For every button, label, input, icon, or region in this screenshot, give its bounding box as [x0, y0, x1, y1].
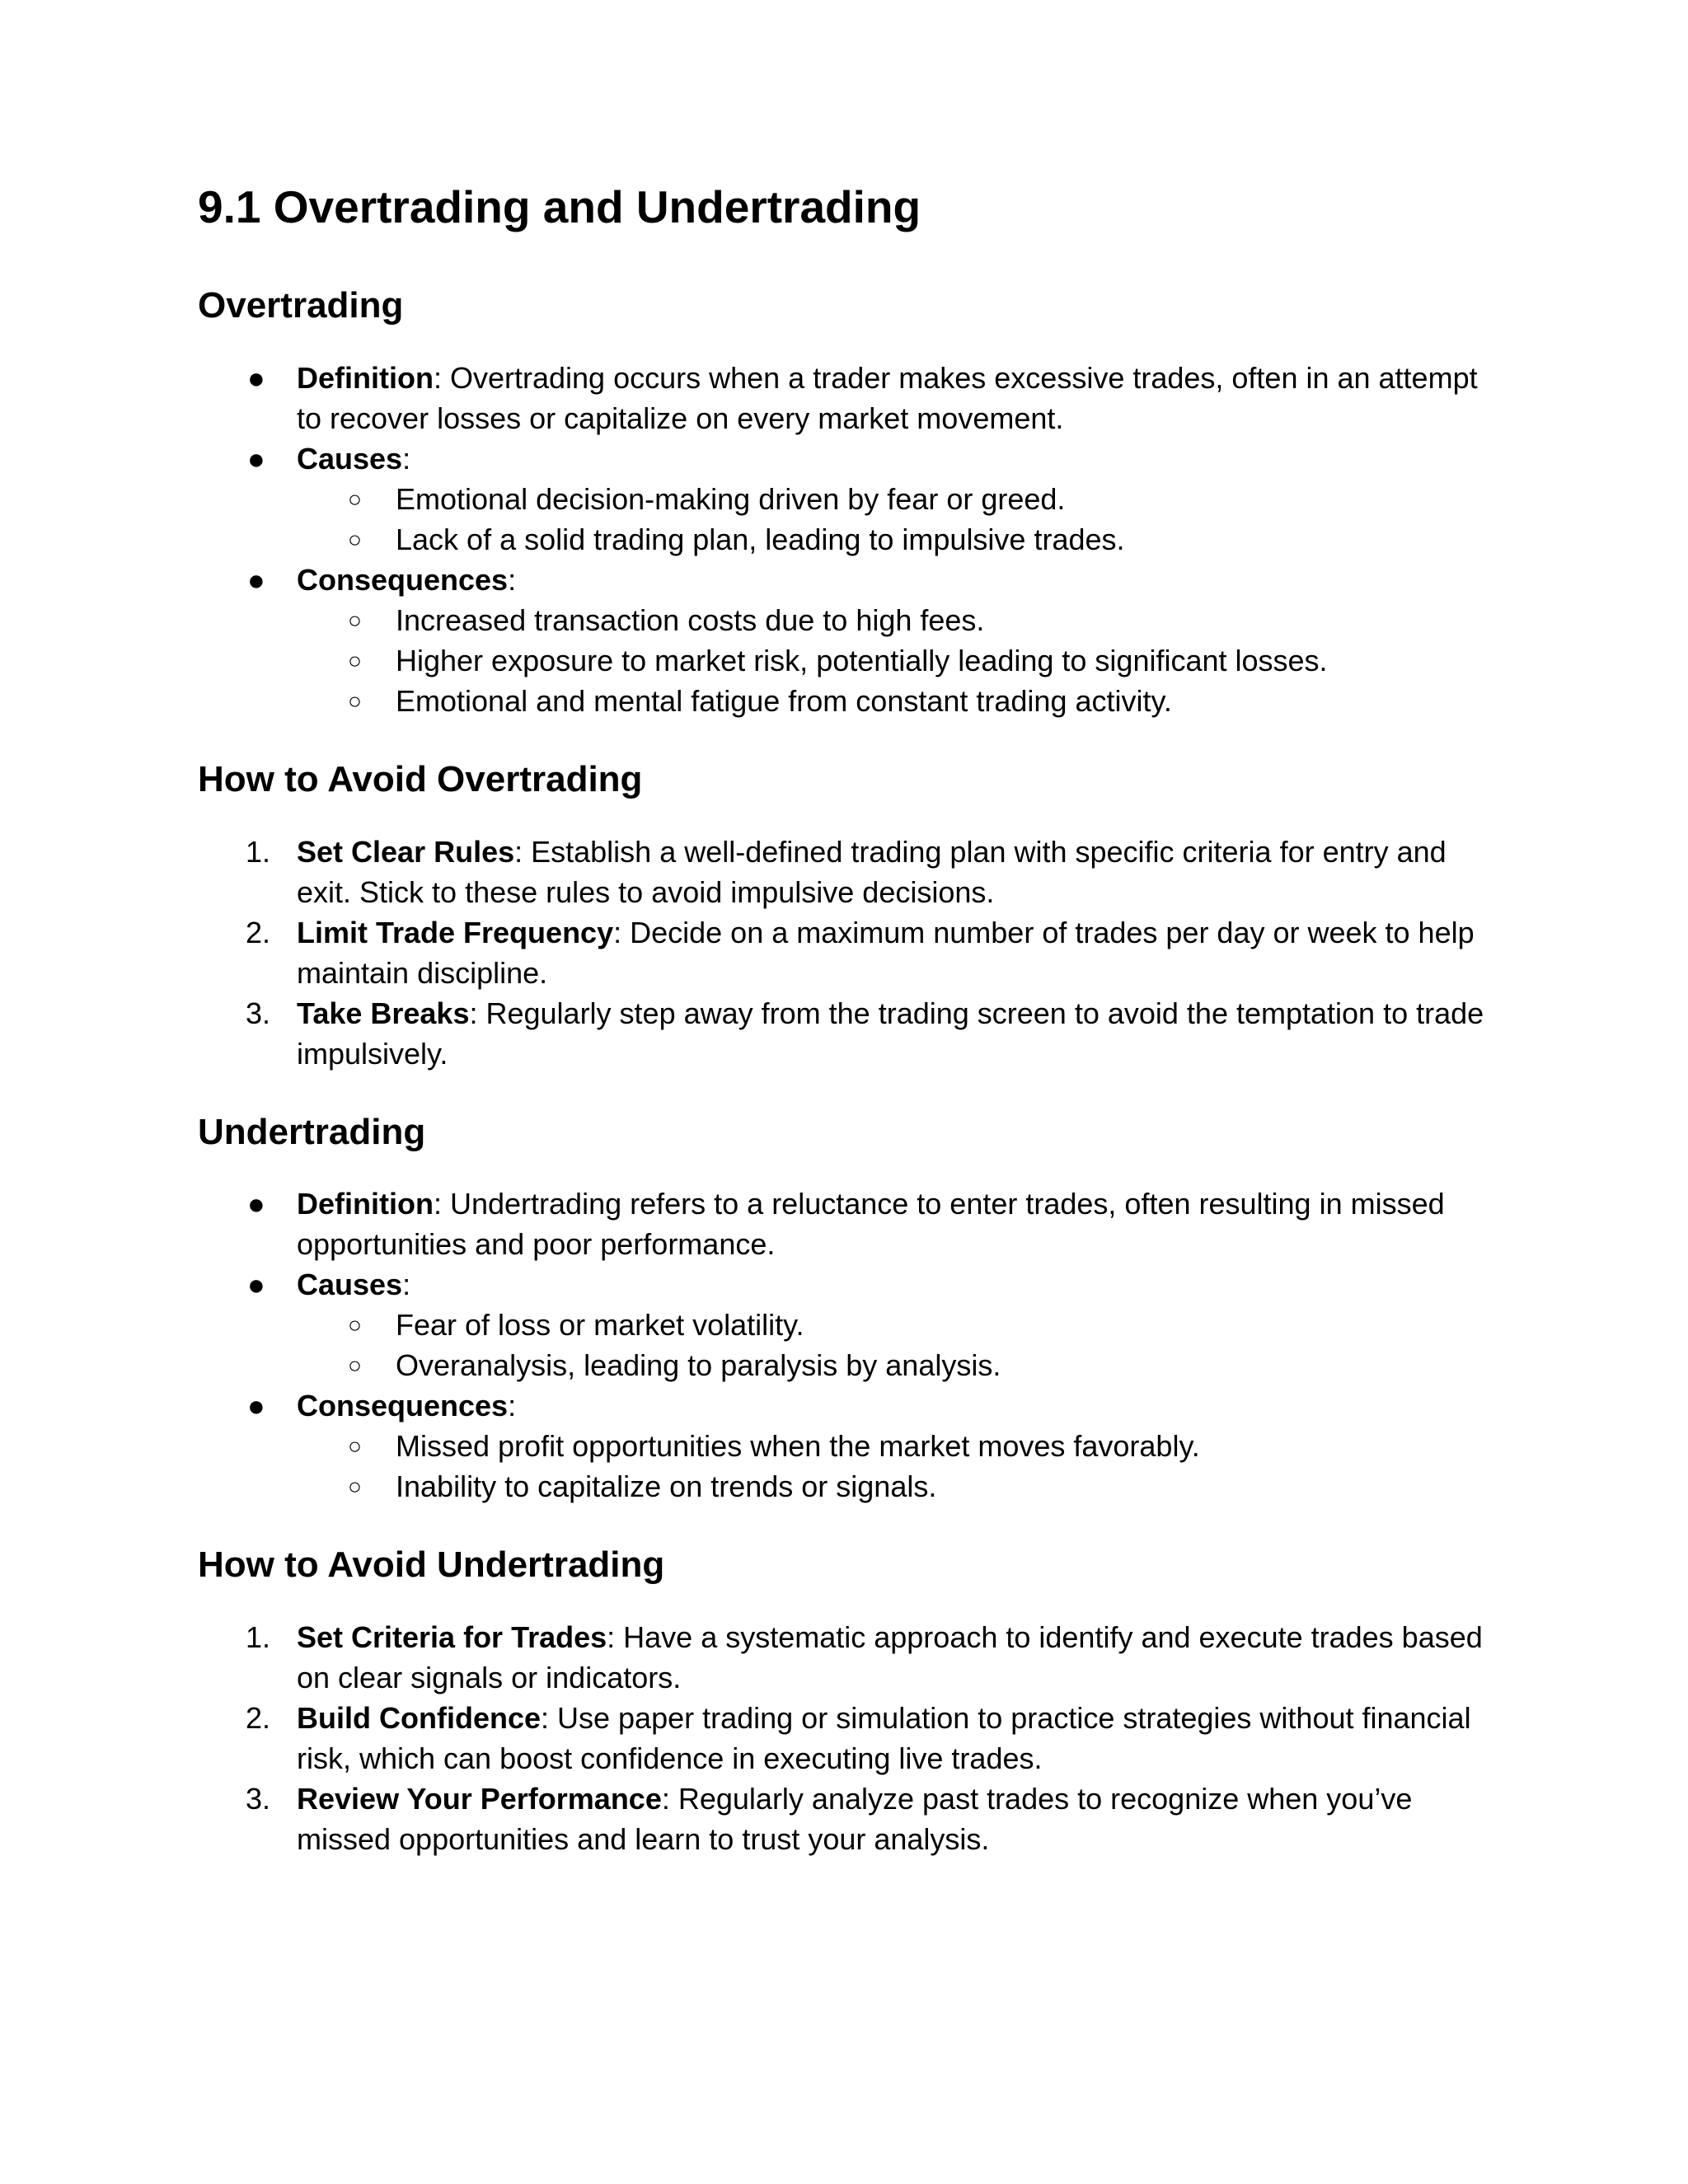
numbered-item	[198, 1617, 1492, 1698]
subitem-text: Inability to capitalize on trends or signals.	[396, 1469, 937, 1504]
list-subitem	[198, 1426, 1492, 1466]
term-text: : Use paper trading or simulation to practice strategies without financial risk, which can boost confidence in executing live trades.	[297, 1701, 1471, 1776]
term-text: : Have a systematic approach to identify and execute trades based on clear signals or indicators.	[297, 1620, 1483, 1695]
subitem-text: Fear of loss or market volatility.	[396, 1308, 804, 1343]
term-label: Consequences	[297, 562, 509, 597]
list-subitem	[198, 681, 1492, 721]
numbered-item	[198, 1779, 1492, 1859]
subitem-text: Missed profit opportunities when the market moves favorably.	[396, 1429, 1200, 1464]
numbered-item	[198, 832, 1492, 912]
term-label: Causes	[297, 441, 403, 476]
list-item-consequences	[198, 560, 1492, 600]
item-number: 3.	[246, 1782, 271, 1816]
term-text: : Establish a well-defined trading plan with specific criteria for entry and exit. Stick to these rules to avoid impulsive decisions.	[297, 834, 1447, 909]
subitem-text: Emotional and mental fatigue from constant trading activity.	[396, 683, 1172, 718]
list-subitem	[198, 600, 1492, 640]
subitem-text: Overanalysis, leading to paralysis by analysis.	[396, 1348, 1001, 1383]
numbered-item	[198, 1698, 1492, 1779]
bullet-icon: ●	[247, 1389, 265, 1423]
section-heading-avoid-overtrading: How to Avoid Overtrading	[198, 758, 643, 799]
document-page	[198, 180, 1492, 1896]
list-item-definition	[198, 358, 1492, 438]
term-colon: :	[402, 1268, 411, 1302]
subitem-text: Increased transaction costs due to high fees.	[396, 602, 985, 637]
list-subitem	[198, 479, 1492, 519]
term-text: : Decide on a maximum number of trades per day or week to help maintain discipline.	[297, 915, 1475, 990]
section-heading-undertrading: Undertrading	[198, 1111, 426, 1152]
circle-bullet-icon: ○	[348, 687, 362, 714]
term-colon: :	[508, 562, 517, 597]
item-number: 3.	[246, 996, 271, 1030]
list-item-definition	[198, 1183, 1492, 1264]
term-text: : Regularly analyze past trades to recognize when you’ve missed opportunities and learn to trust your analysis.	[297, 1782, 1413, 1857]
circle-bullet-icon: ○	[348, 1474, 362, 1500]
circle-bullet-icon: ○	[348, 1312, 362, 1338]
avoid-overtrading-list	[198, 832, 1492, 1074]
list-item-causes	[198, 1264, 1492, 1305]
term-text: : Undertrading refers to a reluctance to enter trades, often resulting in missed opportunities and poor performance.	[297, 1187, 1445, 1262]
subitem-text: Emotional decision-making driven by fear or greed.	[396, 481, 1066, 516]
item-number: 2.	[246, 1701, 271, 1736]
bullet-icon: ●	[247, 360, 265, 395]
term-label: Causes	[297, 1268, 403, 1302]
subitem-text: Higher exposure to market risk, potentially leading to significant losses.	[396, 643, 1328, 677]
subitem-text: Lack of a solid trading plan, leading to impulsive trades.	[396, 522, 1125, 556]
list-item-consequences	[198, 1385, 1492, 1426]
list-subitem	[198, 1305, 1492, 1345]
item-number: 1.	[246, 834, 271, 869]
overtrading-list	[198, 358, 1492, 721]
term-label: Review Your Performance	[297, 1782, 662, 1816]
section-heading-overtrading: Overtrading	[198, 285, 404, 326]
bullet-icon: ●	[247, 441, 265, 476]
term-label: Limit Trade Frequency	[297, 915, 614, 949]
list-subitem	[198, 640, 1492, 681]
term-label: Set Clear Rules	[297, 834, 515, 869]
list-subitem	[198, 1345, 1492, 1385]
term-text: : Overtrading occurs when a trader makes excessive trades, often in an attempt to recover losses or capitalize on every market movement.	[297, 360, 1478, 435]
circle-bullet-icon: ○	[348, 607, 362, 633]
numbered-item	[198, 912, 1492, 993]
item-number: 2.	[246, 915, 271, 949]
section-heading-avoid-undertrading: How to Avoid Undertrading	[198, 1544, 665, 1586]
term-label: Take Breaks	[297, 996, 470, 1030]
circle-bullet-icon: ○	[348, 1352, 362, 1379]
term-label: Build Confidence	[297, 1701, 541, 1736]
term-label: Set Criteria for Trades	[297, 1620, 607, 1655]
term-label: Definition	[297, 1187, 434, 1221]
item-number: 1.	[246, 1620, 271, 1655]
numbered-item	[198, 993, 1492, 1074]
circle-bullet-icon: ○	[348, 647, 362, 673]
list-subitem	[198, 1466, 1492, 1507]
list-item-causes	[198, 438, 1492, 479]
term-colon: :	[402, 441, 411, 476]
term-label: Consequences	[297, 1389, 509, 1423]
circle-bullet-icon: ○	[348, 485, 362, 512]
bullet-icon: ●	[247, 1187, 265, 1221]
term-colon: :	[508, 1389, 517, 1423]
list-subitem	[198, 519, 1492, 560]
page-title: 9.1 Overtrading and Undertrading	[198, 181, 921, 232]
bullet-icon: ●	[247, 1268, 265, 1302]
avoid-undertrading-list	[198, 1617, 1492, 1859]
term-text: : Regularly step away from the trading screen to avoid the temptation to trade impulsively.	[297, 996, 1484, 1071]
undertrading-list	[198, 1183, 1492, 1507]
term-label: Definition	[297, 360, 434, 395]
circle-bullet-icon: ○	[348, 526, 362, 552]
bullet-icon: ●	[247, 562, 265, 597]
circle-bullet-icon: ○	[348, 1433, 362, 1460]
